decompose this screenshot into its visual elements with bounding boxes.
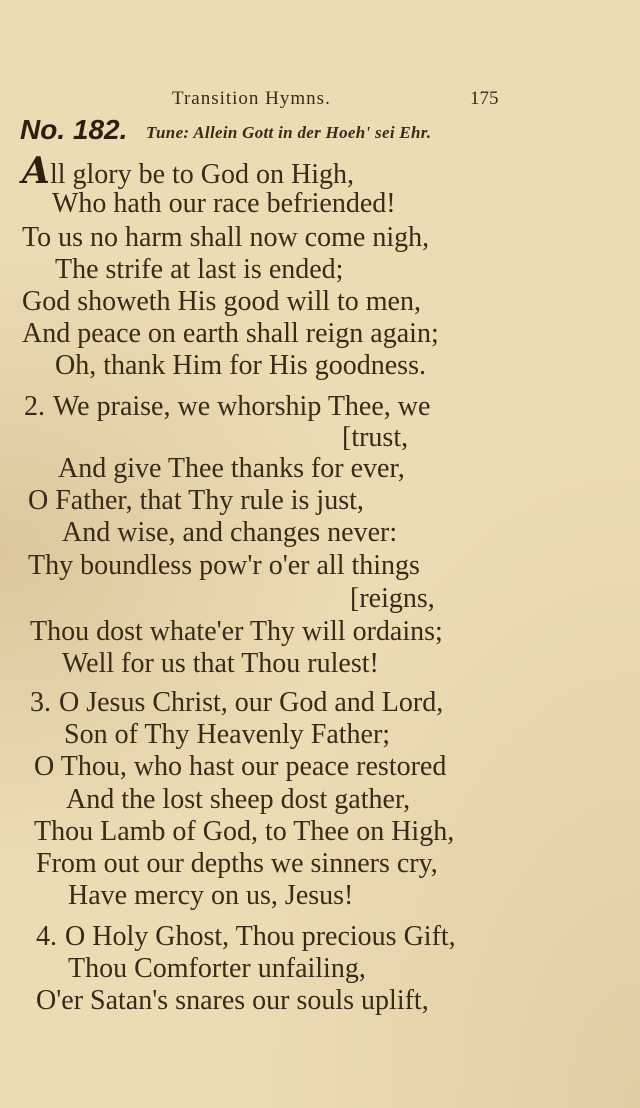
- verse-1-line-6: And peace on earth shall reign again;: [22, 318, 439, 349]
- drop-cap-letter: A: [22, 150, 50, 192]
- verse-2-turnover-1: [trust,: [342, 422, 409, 453]
- verse-number: 4.: [36, 921, 57, 952]
- verse-1-line-3: To us no harm shall now come nigh,: [22, 222, 430, 253]
- verse-4-line-2: Thou Comforter unfailing,: [68, 953, 366, 984]
- verse-4-line-3: O'er Satan's snares our souls uplift,: [36, 985, 429, 1016]
- verse-3-line-4: And the lost sheep dost gather,: [66, 784, 411, 815]
- verse-2-line-3: O Father, that Thy rule is just,: [28, 485, 364, 516]
- verse-1-line-2: Who hath our race befriended!: [52, 188, 396, 219]
- verse-2-line-2: And give Thee thanks for ever,: [58, 453, 405, 484]
- verse-2-turnover-2: [reigns,: [350, 583, 435, 614]
- verse-line-text: We praise, we whorship Thee, we: [53, 391, 431, 422]
- verse-3-line-3: O Thou, who hast our peace restored: [34, 751, 447, 782]
- verse-number: 3.: [30, 687, 51, 718]
- verse-4-line-1: [36, 920, 456, 953]
- verse-2-line-5: Thy boundless pow'r o'er all things: [28, 550, 420, 581]
- verse-line-text: ll glory be to God on High,: [49, 159, 355, 190]
- verse-1-line-5: God showeth His good will to men,: [22, 286, 421, 317]
- verse-3-line-6: From out our depths we sinners cry,: [36, 848, 438, 879]
- verse-3-line-5: Thou Lamb of God, to Thee on High,: [34, 816, 455, 847]
- tune-line: Tune: Allein Gott in der Hoeh' sei Ehr.: [146, 123, 432, 142]
- verse-3-line-7: Have mercy on us, Jesus!: [68, 880, 354, 911]
- verse-number: 2.: [24, 391, 45, 422]
- verse-1-line-4: The strife at last is ended;: [55, 254, 344, 285]
- verse-2-line-1: [24, 390, 430, 423]
- verse-3-line-2: Son of Thy Heavenly Father;: [64, 719, 391, 750]
- hymn-header: [0, 114, 640, 148]
- verse-3-line-1: [30, 686, 443, 719]
- verse-1-line-7: Oh, thank Him for His goodness.: [55, 350, 426, 381]
- verse-2-line-7: Well for us that Thou rulest!: [62, 648, 379, 679]
- page-number: 175: [470, 88, 499, 109]
- hymn-number: No. 182.: [20, 114, 128, 145]
- verse-line-text: O Holy Ghost, Thou precious Gift,: [65, 921, 456, 952]
- running-head: [0, 88, 640, 112]
- section-title: Transition Hymns.: [172, 88, 331, 109]
- verse-1-line-1: [22, 150, 355, 192]
- verse-2-line-4: And wise, and changes never:: [62, 517, 398, 548]
- verse-line-text: O Jesus Christ, our God and Lord,: [59, 687, 444, 718]
- verse-2-line-6: Thou dost whate'er Thy will ordains;: [30, 616, 443, 647]
